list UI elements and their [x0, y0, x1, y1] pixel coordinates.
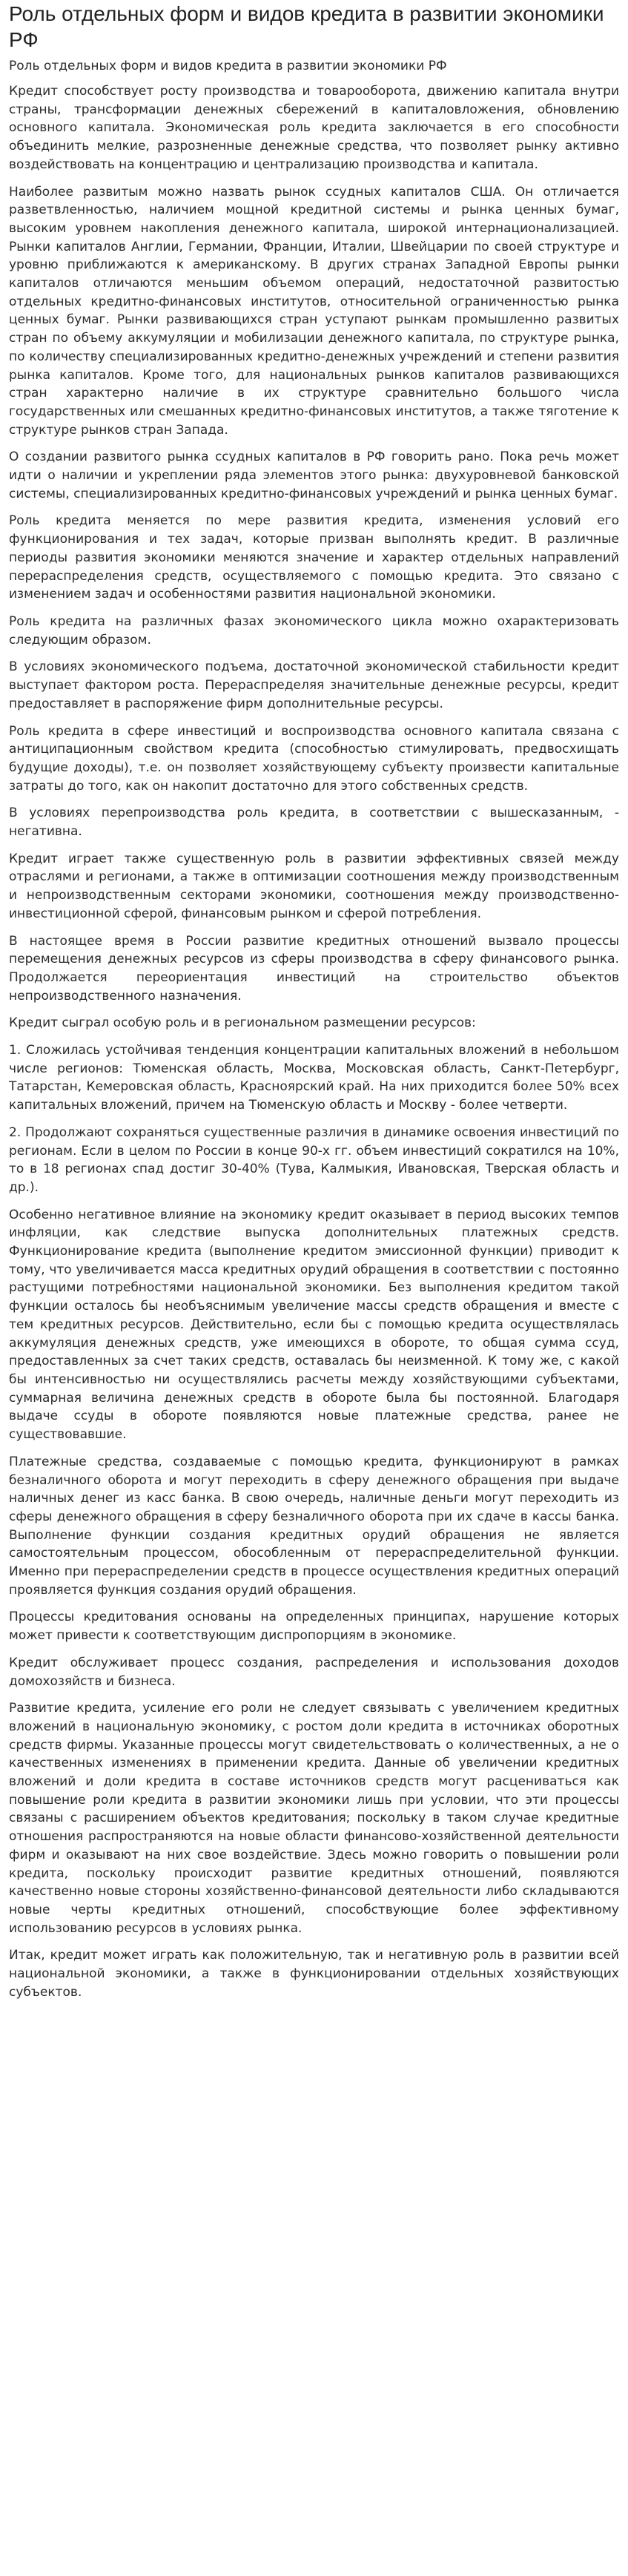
paragraph-9: Кредит играет также существенную роль в развитии эффективных связей между отраслями и регионами, а также в оптимизации соотношения между производственным и непроизводственным секторами экономики, соотношения между производственно-инвестиционной сферой, финансовым рынком и сферой потребления. — [9, 851, 619, 921]
paragraph-1: Кредит способствует росту производства и товарооборота, движению капитала внутри страны, трансформации денежных сбережений в капиталовложения, обновлению основного капитала. Экономическая роль кредита заключается в его способности объединить мелкие, разрозненные денежные средства, что позволяет рынку активно воздействовать на концентрацию и централизацию производства и капитала. — [9, 84, 619, 172]
paragraph-15: Платежные средства, создаваемые с помощью кредита, функционируют в рамках безналичного оборота и могут переходить в сферу денежного обращения при выдаче наличных денег из касс банка. В свою очередь, наличные деньги могут переходить из сферы денежного обращения в сферу безналичного оборота при их сдаче в кассы банка. Выполнение функции создания кредитных орудий обращения не является самостоятельным процессом, обособленным от перераспределительной функции. Именно при перераспределении средств в процессе осуществления кредитных операций проявляется функция создания орудий обращения. — [9, 1454, 619, 1598]
paragraph-7: Роль кредита в сфере инвестиций и воспроизводства основного капитала связана с антиципационным свойством кредита (способностью стимулировать, предвосхищать будущие доходы), т.е. он позволяет хозяйствующему субъекту произвести капитальные затраты до того, как он накопит достаточно для этого собственных средств. — [9, 723, 619, 794]
paragraph-10: В настоящее время в России развитие кредитных отношений вызвало процессы перемещения денежных ресурсов из сферы производства в сферу финансового рынка. Продолжается переориентация инвестиций на строительство объектов непроизводственного назначения. — [9, 933, 619, 1004]
paragraph-11: Кредит сыграл особую роль и в региональном размещении ресурсов: — [9, 1015, 476, 1031]
paragraph-18: Развитие кредита, усиление его роли не следует связывать с увеличением кредитных вложений в национальную экономику, с ростом доли кредита в источниках оборотных средств фирмы. Указанные процессы могут свидетельствовать о количественных, а не о качественных изменениях в применении кредита. Данные об увеличении кредитных вложений и доли кредита в составе источников средств могут расцениваться как повышение роли кредита в развитии экономики лишь при условии, что эти процессы связаны с расширением объектов кредитования; поскольку в таком случае кредитные отношения распространяются на новые области финансово-хозяйственной деятельности фирм и оказывают на них свое воздействие. Здесь можно говорить о повышении роли кредита, поскольку происходит развитие кредитных отношений, появляются качественно новые стороны хозяйственно-финансовой деятельности либо складываются новые черты кредитных отношений, способствующие более эффективному использованию ресурсов в условиях рынка. — [9, 1701, 619, 1936]
paragraph-2: Наиболее развитым можно назвать рынок ссудных капиталов США. Он отличается разветвленностью, наличием мощной кредитной системы и рынка ценных бумаг, высоким уровнем накопления денежного капитала, широкой интернационализацией. Рынки капиталов Англии, Германии, Франции, Италии, Швейцарии по своей структуре и уровню приближаются к американскому. В других странах Западной Европы рынки капиталов отличаются меньшим объемом операций, недостаточной развитостью отдельных кредитно-финансовых институтов, относительной ограниченностью рынка ценных бумаг. Рынки развивающихся стран уступают рынкам промышленно развитых стран по объему аккумуляции и мобилизации денежного капитала, по структуре рынка, по количеству специализированных кредитно-денежных учреждений и степени развития рынка капиталов. Кроме того, для национальных рынков капиталов развивающихся стран характерно наличие в их структуре сравнительно большого числа государственных или смешанных кредитно-финансовых институтов, а также тяготение к структуре рынков стран Запада. — [9, 184, 619, 438]
paragraph-14: Особенно негативное влияние на экономику кредит оказывает в период высоких темпов инфляции, как следствие выпуска дополнительных платежных средств. Функционирование кредита (выполнение кредитом эмиссионной функции) приводит к тому, что увеличивается масса кредитных орудий обращения в соответствии с постоянно растущими потребностями национальной экономики. Без выполнения кредитом такой функции осталось бы необъяснимым увеличение массы средств обращения и вместе с тем кредитных ресурсов. Действительно, если бы с помощью кредита осуществлялась аккумуляция денежных средств, уже имеющихся в обороте, то общая сумма ссуд, предоставленных за счет таких средств, оставалась бы неизменной. К тому же, с какой бы интенсивностью ни осуществлялись расчеты между хозяйствующими субъектами, суммарная величина денежных средств в обороте была бы постоянной. Благодаря выдаче ссуды в обороте появляются новые платежные средства, ранее не существовавшие. — [9, 1207, 619, 1443]
paragraph-5: Роль кредита на различных фазах экономического цикла можно охарактеризовать следующим образом. — [9, 613, 619, 648]
paragraph-16: Процессы кредитования основаны на определенных принципах, нарушение которых может привести к соответствующим диспропорциям в экономике. — [9, 1610, 619, 1644]
paragraph-3: О создании развитого рынка ссудных капиталов в РФ говорить рано. Пока речь может идти о наличии и укреплении ряда элементов этого рынка: двухуровневой банковской системы, специализированных кредитно-финансовых учреждений и рынка ценных бумаг. — [9, 449, 619, 501]
paragraph-6: В условиях экономического подъема, достаточной экономической стабильности кредит выступает фактором роста. Перераспределяя значительные денежные ресурсы, кредит предоставляет в распоряжение фирм дополнительные ресурсы. — [9, 659, 619, 711]
article-body — [9, 82, 619, 2002]
paragraph-19: Итак, кредит может играть как положительную, так и негативную роль в развитии всей национальной экономики, а также в функционировании отдельных хозяйствующих субъектов. — [9, 1948, 619, 2000]
paragraph-12: 1. Сложилась устойчивая тенденция концентрации капитальных вложений в небольшом числе регионов: Тюменская область, Москва, Московская область, Санкт-Петербург, Татарстан, Кемеровская область, Красноярский край. На них приходится более 50% всех капитальных вложений, причем на Тюменскую область и Москву - более четверти. — [9, 1043, 619, 1113]
article-subtitle: Роль отдельных форм и видов кредита в развитии экономики РФ — [9, 59, 447, 73]
paragraph-17: Кредит обслуживает процесс создания, распределения и использования доходов домохозяйств и бизнеса. — [9, 1655, 619, 1689]
paragraph-8: В условиях перепроизводства роль кредита, в соответствии с вышесказанным, - негативна. — [9, 806, 619, 840]
paragraph-4: Роль кредита меняется по мере развития кредита, изменения условий его функционирования и тех задач, которые призван выполнять кредит. В различные периоды развития экономики меняются значение и характер отдельных направлений перераспределения средств, осуществляемого с помощью кредита. Это связано с изменением задач и особенностями развития национальной экономики. — [9, 513, 619, 602]
paragraph-13: 2. Продолжают сохраняться существенные различия в динамике освоения инвестиций по регионам. Если в целом по России в конце 90-х гг. объем инвестиций сократился на 10%, то в 18 регионах спад достиг 30-40% (Тува, Калмыкия, Ивановская, Тверская область и др.). — [9, 1124, 619, 1195]
article-title: Роль отдельных форм и видов кредита в развитии экономики РФ — [9, 2, 604, 51]
